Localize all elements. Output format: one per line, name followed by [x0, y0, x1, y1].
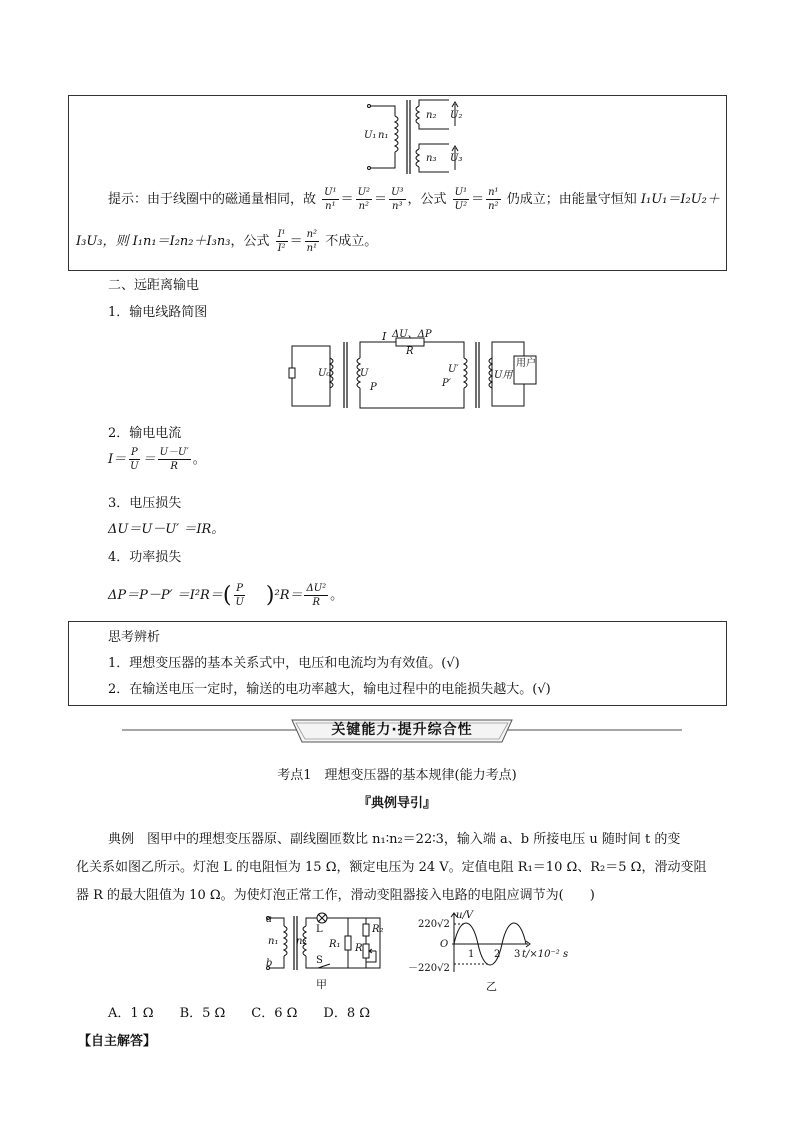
- yi-t3: 3: [514, 949, 521, 960]
- think-title: 思考辨析: [108, 630, 161, 645]
- circuit-label-P: P: [370, 382, 377, 393]
- frac-i1-i2: $\frac{\text{I¹}}{\text{I²}}$: [277, 229, 286, 254]
- jia-b: b: [266, 958, 273, 969]
- hint-text-8: 不成立。: [325, 234, 378, 249]
- hint-text-2: ，公式: [407, 192, 447, 207]
- eq2-frac-1: $\frac{P}{U}$: [130, 447, 139, 472]
- eq4-frac-2: $\frac{\text{ΔU²}}{R}$: [306, 583, 327, 608]
- label-n1: n₁: [378, 130, 389, 141]
- topic-heading: 考点1 理想变压器的基本规律(能力考点): [277, 768, 517, 783]
- jia-S: S: [316, 955, 323, 966]
- answer-options: A．1 Ω B．5 Ω C．6 Ω D．8 Ω: [108, 1006, 371, 1021]
- frac-u2-n2: $\frac{\text{U²}}{\text{n²}}$: [357, 187, 371, 212]
- item2: 2．输电电流: [108, 426, 182, 441]
- label-n2: n₂: [426, 110, 437, 121]
- frac-u3-n3: $\frac{\text{U³}}{\text{n³}}$: [391, 187, 404, 212]
- circuit-label-user: 用户: [516, 358, 536, 369]
- section2-heading: 二、远距离输电: [108, 278, 200, 293]
- circuit-label-Pp: P′: [442, 378, 451, 389]
- jia-caption: 甲: [316, 978, 327, 991]
- eq3: ΔU＝U－U′ ＝IR。: [108, 522, 225, 537]
- frac-n1-n2: $\frac{\text{n¹}}{\text{n²}}$: [488, 187, 499, 212]
- circuit-label-Uuser: U用: [494, 370, 513, 381]
- hint-line-2: I₃U₃，则 I₁n₁＝I₂n₂＋I₃n₃，公式 $\frac{\text{I¹}}{\text{I²}}$ ＝ $\frac{\text{n²}}{\text{n¹}}$ 不成立。: [76, 229, 378, 254]
- hint-text-4: I₁U₁＝I₂U₂＋: [640, 192, 720, 207]
- jia-R: R: [355, 943, 363, 954]
- circuit-label-Up: U′: [448, 364, 459, 375]
- eq4-frac-1: $\frac{P}{U}$: [235, 583, 244, 608]
- label-u3: U₃: [450, 153, 463, 164]
- item3: 3．电压损失: [108, 496, 182, 511]
- example-line-1: 典例 图甲中的理想变压器原、副线圈匝数比 n₁∶n₂＝22∶3，输入端 a、b 所接电压 u 随时间 t 的变: [108, 832, 681, 847]
- eq2: I＝ $\frac{P}{U}$ ＝ $\frac{U-U'}{R}$ 。: [108, 447, 206, 472]
- yi-ymin: －220√2: [408, 963, 450, 974]
- circuit-label-U: U: [360, 368, 369, 379]
- yi-t2: 2: [494, 949, 501, 960]
- yi-origin: O: [440, 939, 449, 950]
- hint-text-7: ，公式: [230, 234, 270, 249]
- hint-text-5: I₃U₃，则: [76, 234, 129, 249]
- circuit-label-U0: U₀: [318, 368, 331, 379]
- item4: 4．功率损失: [108, 550, 182, 565]
- eq4: ΔP＝P－P′ ＝I²R＝( $\frac{P}{U}$ )²R＝ $\frac{\text{ΔU²}}{R}$ 。: [108, 583, 344, 608]
- think-q1: 1．理想变压器的基本关系式中，电压和电流均为有效值。(√): [108, 656, 460, 671]
- circuit-label-I: I: [382, 330, 387, 343]
- banner-title: 关键能力·提升综合性: [331, 722, 473, 738]
- hint-text-1: 提示：由于线圈中的磁通量相同，故: [108, 192, 317, 207]
- eq2-frac-2: $\frac{U-U'}{R}$: [159, 447, 189, 472]
- example-line-3: 器 R 的最大阻值为 10 Ω。为使灯泡正常工作，滑动变阻器接入电路的电阻应调节为( ): [76, 888, 595, 903]
- hint-line-1: 提示：由于线圈中的磁通量相同，故 $\frac{\text{U¹}}{\text{n¹}}$ ＝ $\frac{\text{U²}}{\text{n²}}$ ＝ $\frac{\text{U³}}{\text{n³}}$ ，公式 $\frac{\text{U¹}}{\text{U²}}$ ＝ $\frac{\text{n¹}}{\text{n²}}$ 仍成立；由能量守恒知 I₁U₁＝I₂U₂＋: [108, 187, 720, 212]
- figure-yi: [446, 912, 569, 974]
- jia-n1: n₁: [268, 936, 279, 947]
- hint-text-3: 仍成立；由能量守恒知: [506, 192, 637, 207]
- hint-text-6: I₁n₁＝I₂n₂＋I₃n₃: [132, 234, 231, 249]
- jia-R2: R₂: [372, 924, 384, 935]
- yi-ymax: 220√2: [418, 919, 450, 930]
- frac-u1-u2: $\frac{\text{U¹}}{\text{U²}}$: [454, 187, 468, 212]
- label-u2: U₂: [450, 110, 463, 121]
- jia-L: L: [316, 924, 323, 935]
- yi-caption: 乙: [486, 980, 497, 993]
- item1: 1．输电线路简图: [108, 305, 208, 320]
- example-line-2: 化关系如图乙所示。灯泡 L 的电阻恒为 15 Ω，额定电压为 24 V。定值电阻 R₁＝10 Ω、R₂＝5 Ω，滑动变阻: [76, 860, 707, 875]
- figure-jia: [262, 912, 392, 974]
- think-q2: 2．在输送电压一定时，输送的电功率越大，输电过程中的电能损失越大。(√): [108, 682, 551, 697]
- circuit-label-R: R: [406, 346, 414, 357]
- topic-sub: 『典例导引』: [357, 796, 436, 811]
- yi-xlabel: t/×10⁻² s: [522, 949, 569, 960]
- circuit-label-dU: ΔU、ΔP: [392, 329, 432, 340]
- section-banner: [122, 718, 682, 744]
- label-u1: U₁: [364, 130, 377, 141]
- label-n3: n₃: [426, 153, 437, 164]
- jia-n2: n₂: [296, 936, 307, 947]
- jia-R1: R₁: [329, 939, 341, 950]
- jia-a: a: [266, 914, 272, 925]
- self-answer-label: 【自主解答】: [78, 1034, 157, 1049]
- frac-n2-n1: $\frac{\text{n²}}{\text{n¹}}$: [306, 229, 318, 254]
- frac-u1-n1: $\frac{\text{U¹}}{\text{n¹}}$: [324, 187, 337, 212]
- yi-t1: 1: [468, 949, 475, 960]
- yi-ylabel: u/V: [456, 910, 474, 921]
